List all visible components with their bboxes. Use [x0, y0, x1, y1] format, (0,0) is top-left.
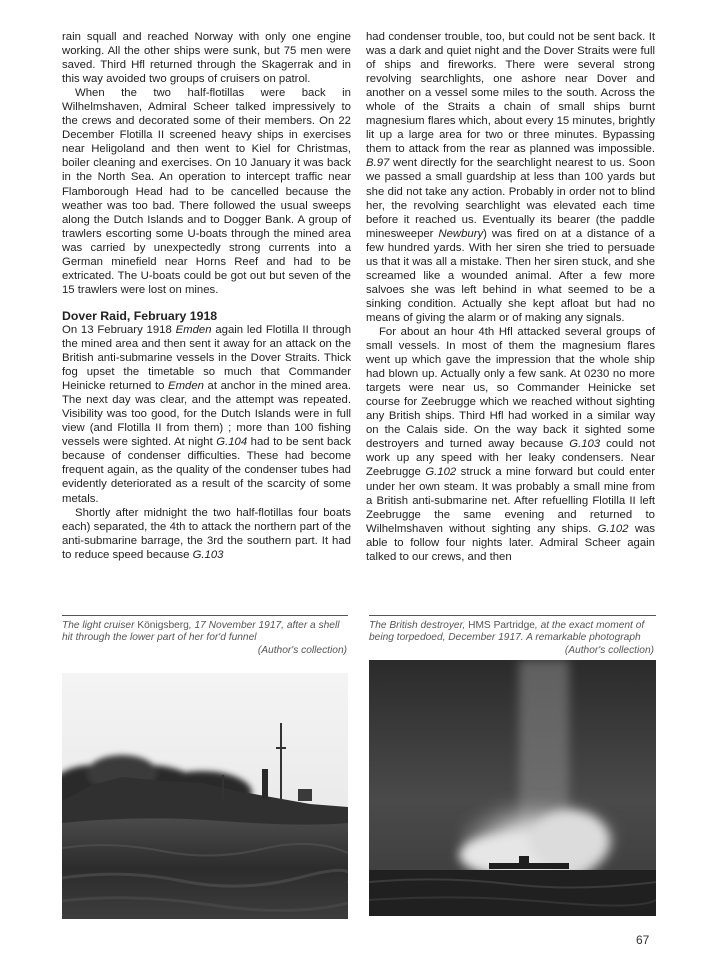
paragraph: rain squall and reached Norway with only one engine working. All the other ships were sunk, but 75 men were saved. Third Hfl returned through the Skagerrak and in this way avoided two groups of cruisers on patrol. [62, 31, 351, 86]
paragraph: had condenser trouble, too, but could not be sent back. It was a dark and quiet night and the Dover Straits were full of ships and fireworks. There were several strong revolving searchlights, one ashore near Dover and another on a vessel some miles to the south. Across the whole of the Straits a chain of small ships burnt magnesium flares which, about every 15 minutes, brightly lit up a large area for two or three minutes. Bypassing them to attack from the rear as planned was impossible. B.97 went directly for the searchlight nearest to us. Soon we passed a small guardship at less than 100 yards but she did not take any action. Probably in order not to blind her, the revolving searchlight was elevated each time before it reached us. Eventually its bearer (the paddle minesweeper Newbury) was fired on at a distance of a few hundred yards. With her siren she tried to persuade us that it was all a mistake. Then her siren stuck, and she screamed like a wounded animal. After a few more salvoes she was left behind in what seemed to be a sinking condition. Actually she kept afloat but had no means of giving the alarm or of making any signals. [366, 31, 655, 324]
paragraph: Shortly after midnight the two half-flotillas four boats each) separated, the 4th to attack the northern part of the anti-submarine barrage, the 3rd the southern part. It had to reduce speed because G.103 [62, 506, 351, 561]
paragraph: On 13 February 1918 Emden again led Flotilla II through the mined area and then sent it away for an attack on the British anti-submarine vessels in the Dover Straits. Thick fog upset the timetable so much that Commander Heinicke returned to Emden at anchor in the mined area. The next day was clear, and the attempt was repeated. Visibility was too good, for the Dutch Islands were in full view (and Flotilla II from them) ; more than 100 fishing vessels were sighted. At night G.104 had to be sent back because of condenser difficulties. These had become frequent again, as the quality of the condenser tubes had evidently deteriorated as a result of the scarcity of some metals. [62, 323, 352, 505]
left-text-column [62, 30, 351, 562]
paragraph: When the two half-flotillas were back in Wilhelmshaven, Admiral Scheer talked impressively to the crews and decorated some of their members. On 22 December Flotilla II screened heavy ships in exercises near Heligoland and then went to Kiel for Christmas, boiler cleaning and exercises. On 10 January it was back in the North Sea. An operation to intercept traffic near Flamborough Head had to be cancelled because the weather was too bad. There followed the usual sweeps along the Dutch Islands and to Dogger Bank. A group of trawlers escorting some U-boats through the mined area was carried by unexpectedly strong currents into a German minefield near Horns Reef and had to be extricated. The U-boats could be got out but seven of the 15 trawlers were lost on mines. [62, 87, 351, 296]
page-number: 67 [636, 933, 650, 947]
photo-caption-left: The light cruiser Königsberg, 17 November 1917, after a shell hit through the lower part of her for'd funnel (Author's collection) [62, 620, 347, 656]
caption-rule-right [369, 615, 656, 616]
section-heading: Dover Raid, February 1918 [62, 308, 218, 323]
right-text-column [366, 30, 655, 564]
caption-rule-left [62, 615, 348, 616]
cruiser-photo [62, 673, 348, 919]
paragraph: For about an hour 4th Hfl attacked several groups of small vessels. In most of them the magnesium flares went up which gave the impression that the whole ship had blown up. Actually only a few sank. At 0230 no more targets were near us, so Commander Heinicke set course for Zeebrugge which we reached without sighting any British ships. Third Hfl had worked in a similar way on the Calais side. On the way back it sighted some destroyers and turned away because G.103 could not work up any speed with her leaky condensers. Near Zeebrugge G.102 struck a mine forward but could enter under her own steam. It was probably a small mine from a British anti-submarine net. After refuelling Flotilla II left Zeebrugge the same evening and returned to Wilhelmshaven without sighting any ships. G.102 was able to follow four nights later. Admiral Scheer again talked to our crews, and then [366, 325, 655, 563]
destroyer-torpedo-photo [369, 660, 656, 916]
photo-caption-right: The British destroyer, HMS Partridge, at the exact moment of being torpedoed, December 1917. A remarkable photograph (Author's collection) [369, 620, 654, 656]
